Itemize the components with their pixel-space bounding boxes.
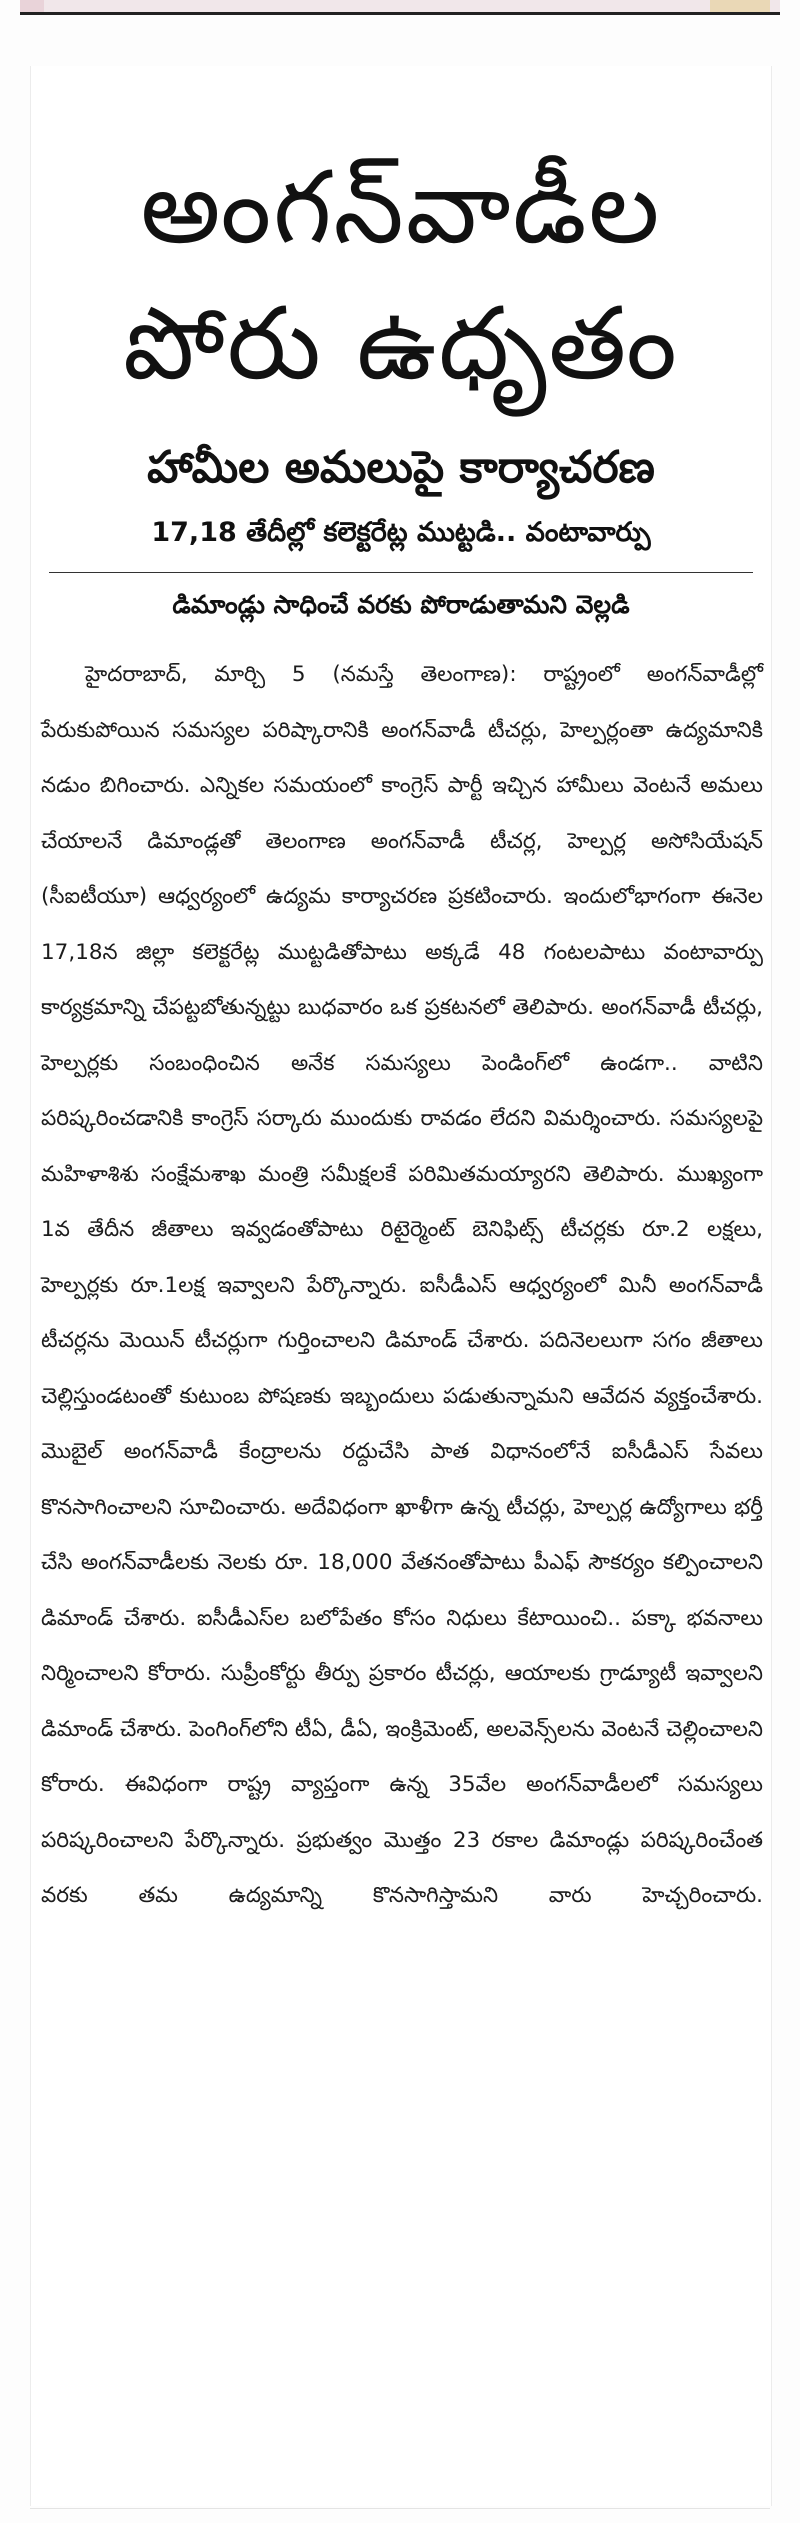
divider-rule (49, 572, 753, 573)
headline-line-2: పోరు ఉధృతం (123, 285, 679, 402)
news-article (30, 66, 772, 2506)
subheadline: హామీల అమలుపై కార్యాచరణ (147, 442, 655, 493)
bottom-border (30, 2508, 770, 2509)
kicker: 17,18 తేదీల్లో కలెక్టరేట్ల ముట్టడి.. వంటావార్పు (151, 517, 651, 548)
top-image-strip (20, 0, 780, 15)
illustration-fragment-right (710, 0, 770, 12)
headline-line-1: అంగన్‌వాడీల (140, 149, 662, 266)
deck: డిమాండ్లు సాధించే వరకు పోరాడుతామని వెల్లడి (172, 590, 630, 619)
article-body (41, 647, 763, 1924)
illustration-fragment-left (20, 0, 44, 12)
body-paragraph: హైదరాబాద్, మార్చి 5 (నమస్తే తెలంగాణ): రాష్ట్రంలో అంగన్‌వాడీల్లో పేరుకుపోయిన సమస్యల పరిష్కారానికి అంగన్‌వాడీ టీచర్లు, హెల్పర్లంతా ఉద్యమానికి నడుం బిగించారు. ఎన్నికల సమయంలో కాంగ్రెస్ పార్టీ ఇచ్చిన హామీలు వెంటనే అమలు చేయాలనే డిమాండ్లతో తెలంగాణ అంగన్‌వాడీ టీచర్ల, హెల్పర్ల అసోసియేషన్ (సీఐటీయూ) ఆధ్వర్యంలో ఉద్యమ కార్యాచరణ ప్రకటించారు. ఇందులోభాగంగా ఈనెల 17,18న జిల్లా కలెక్టరేట్ల ముట్టడితోపాటు అక్కడే 48 గంటలపాటు వంటావార్పు కార్యక్రమాన్ని చేపట్టబోతున్నట్టు బుధవారం ఒక ప్రకటనలో తెలిపారు. అంగన్‌వాడీ టీచర్లు, హెల్పర్లకు సంబంధించిన అనేక సమస్యలు పెండింగ్‌లో ఉండగా.. వాటిని పరిష్కరించడానికి కాంగ్రెస్ సర్కారు ముందుకు రావడం లేదని విమర్శించారు. సమస్యలపై మహిళాశిశు సంక్షేమశాఖ మంత్రి సమీక్షలకే పరిమితమయ్యారని తెలిపారు. ముఖ్యంగా 1వ తేదీన జీతాలు ఇవ్వడంతోపాటు రిటైర్మెంట్ బెనిఫిట్స్ టీచర్లకు రూ.2 లక్షలు, హెల్పర్లకు రూ.1లక్ష ఇవ్వాలని పేర్కొన్నారు. ఐసీడీఎస్ ఆధ్వర్యంలో మినీ అంగన్‌వాడీ టీచర్లను మెయిన్ టీచర్లుగా గుర్తించాలని డిమాండ్ చేశారు. పదినెలలుగా సగం జీతాలు చెల్లిస్తుండటంతో కుటుంబ పోషణకు ఇబ్బందులు పడుతున్నామని ఆవేదన వ్యక్తంచేశారు. మొబైల్ అంగన్‌వాడీ కేంద్రాలను రద్దుచేసి పాత విధానంలోనే ఐసీడీఎస్ సేవలు కొనసాగించాలని సూచించారు. అదేవిధంగా ఖాళీగా ఉన్న టీచర్లు, హెల్పర్ల ఉద్యోగాలు భర్తీ చేసి అంగన్‌వాడీలకు నెలకు రూ. 18,000 వేతనంతోపాటు పీఎఫ్ సౌకర్యం కల్పించాలని డిమాండ్ చేశారు. ఐసీడీఎస్‌ల బలోపేతం కోసం నిధులు కేటాయించి.. పక్కా భవనాలు నిర్మించాలని కోరారు. సుప్రీంకోర్టు తీర్పు ప్రకారం టీచర్లు, ఆయాలకు గ్రాడ్యూటీ ఇవ్వాలని డిమాండ్ చేశారు. పెంగింగ్‌లోని టీఏ, డీఏ, ఇంక్రిమెంట్, అలవెన్స్‌లను వెంటనే చెల్లించాలని కోరారు. ఈవిధంగా రాష్ట్ర వ్యాప్తంగా ఉన్న 35వేల అంగన్‌వాడీలలో సమస్యలు పరిష్కరించాలని పేర్కొన్నారు. ప్రభుత్వం మొత్తం 23 రకాల డిమాండ్లు పరిష్కరించేంత వరకు తమ ఉద్యమాన్ని కొనసాగిస్తామని వారు హెచ్చరించారు. (41, 662, 763, 1908)
headline (31, 140, 771, 412)
